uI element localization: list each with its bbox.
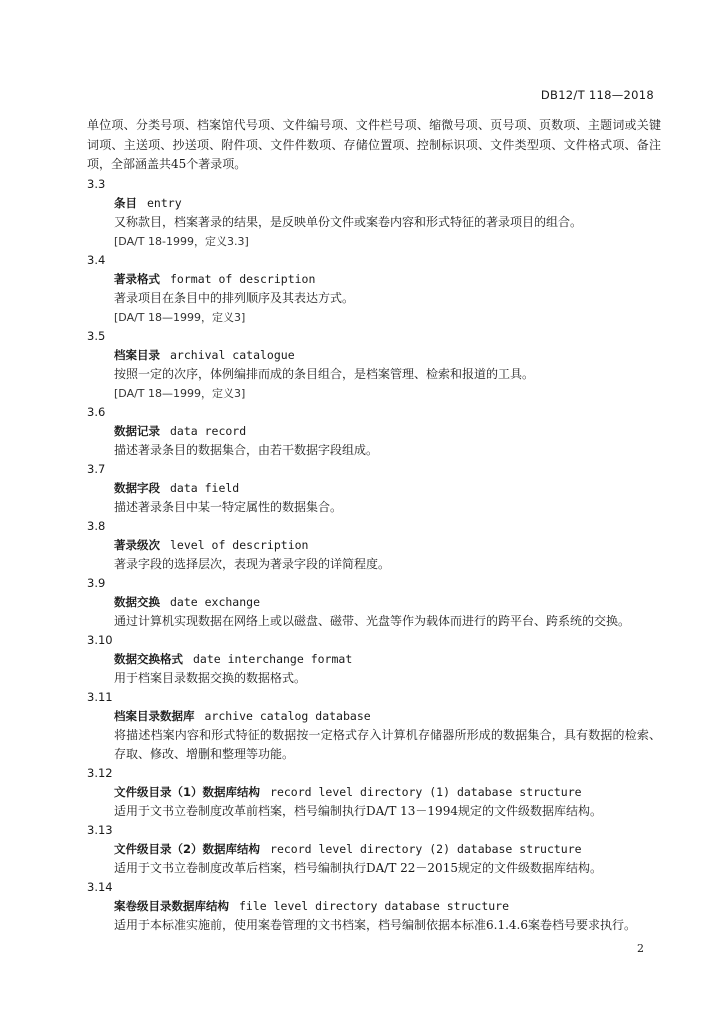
term-chinese: 案卷级目录数据库结构 xyxy=(114,898,229,913)
term-definition: 描述著录条目中某一特定属性的数据集合。 xyxy=(114,499,343,514)
source-reference: [DA/T 18-1999，定义3.3] xyxy=(114,234,249,248)
term-chinese: 数据交换格式 xyxy=(114,651,183,666)
entry-body xyxy=(87,270,661,327)
term-english: date exchange xyxy=(170,594,261,609)
clause-number: 3.9 xyxy=(87,575,106,590)
clause-number: 3.7 xyxy=(87,461,106,476)
term-chinese: 著录格式 xyxy=(114,271,160,286)
body-text xyxy=(87,116,661,935)
clause-number: 3.12 xyxy=(87,765,113,780)
term-chinese: 著录级次 xyxy=(114,537,160,552)
clause-number: 3.13 xyxy=(87,822,113,837)
term-chinese: 档案目录 xyxy=(114,347,160,362)
source-reference: [DA/T 18—1999，定义3] xyxy=(114,386,246,400)
entry-body xyxy=(87,593,661,631)
term-line xyxy=(114,650,661,669)
clause-number: 3.5 xyxy=(87,328,106,343)
term-chinese: 文件级目录（2）数据库结构 xyxy=(114,841,261,856)
term-line xyxy=(114,840,661,859)
entry-body xyxy=(87,194,661,251)
term-line xyxy=(114,479,661,498)
entry-body xyxy=(87,479,661,517)
term-line xyxy=(114,593,661,612)
term-english: format of description xyxy=(170,271,316,286)
term-entry xyxy=(87,327,661,403)
term-entry xyxy=(87,574,661,631)
entry-body xyxy=(87,707,661,764)
entry-body xyxy=(87,783,661,821)
term-line xyxy=(114,897,661,916)
term-english: archive catalog database xyxy=(204,708,371,723)
term-definition: 通过计算机实现数据在网络上或以磁盘、磁带、光盘等作为载体而进行的跨平台、跨系统的交换。 xyxy=(114,613,631,628)
term-entry xyxy=(87,821,661,878)
term-chinese: 文件级目录（1）数据库结构 xyxy=(114,784,261,799)
term-line xyxy=(114,536,661,555)
term-english: record level directory (2) database structure xyxy=(270,841,582,856)
entry-body xyxy=(87,840,661,878)
term-entry xyxy=(87,251,661,327)
term-definition: 著录项目在条目中的排列顺序及其表达方式。 xyxy=(114,290,355,305)
term-entry xyxy=(87,688,661,764)
source-reference: [DA/T 18—1999，定义3] xyxy=(114,310,246,324)
term-entry xyxy=(87,460,661,517)
term-definition: 著录字段的选择层次，表现为著录字段的详简程度。 xyxy=(114,556,391,571)
clause-number: 3.14 xyxy=(87,879,113,894)
term-entry xyxy=(87,631,661,688)
term-entry xyxy=(87,878,661,935)
term-definition: 适用于本标准实施前，使用案卷管理的文书档案，档号编制依据本标准6.1.4.6案卷档号要求执行。 xyxy=(114,917,636,932)
term-definition: 又称款目，档案著录的结果，是反映单份文件或案卷内容和形式特征的著录项目的组合。 xyxy=(114,214,583,229)
standard-code: DB12/T 118—2018 xyxy=(540,88,654,102)
term-definition: 描述著录条目的数据集合，由若干数据字段组成。 xyxy=(114,442,379,457)
term-english: file level directory database structure xyxy=(239,898,510,913)
term-english: date interchange format xyxy=(193,651,353,666)
term-chinese: 数据交换 xyxy=(114,594,160,609)
term-english: data field xyxy=(170,480,240,495)
term-definition: 适用于文书立卷制度改革前档案，档号编制执行DA/T 13－1994规定的文件级数据库结构。 xyxy=(114,803,602,818)
entry-body xyxy=(87,897,661,935)
term-definition: 按照一定的次序，体例编排而成的条目组合，是档案管理、检索和报道的工具。 xyxy=(114,366,535,381)
term-line xyxy=(114,194,661,213)
clause-number: 3.8 xyxy=(87,518,106,533)
page-number: 2 xyxy=(637,942,644,955)
term-chinese: 数据记录 xyxy=(114,423,160,438)
clause-number: 3.6 xyxy=(87,404,106,419)
clause-number: 3.10 xyxy=(87,632,113,647)
clause-number: 3.4 xyxy=(87,252,106,267)
term-definition: 将描述档案内容和形式特征的数据按一定格式存入计算机存储器所形成的数据集合，具有数据的检索、存取、修改、增删和整理等功能。 xyxy=(114,727,661,761)
entry-body xyxy=(87,536,661,574)
term-english: entry xyxy=(147,195,182,210)
term-line xyxy=(114,707,661,726)
term-line xyxy=(114,422,661,441)
term-definition: 用于档案目录数据交换的数据格式。 xyxy=(114,670,307,685)
term-english: data record xyxy=(170,423,247,438)
term-definition: 适用于文书立卷制度改革后档案，档号编制执行DA/T 22－2015规定的文件级数据库结构。 xyxy=(114,860,602,875)
entry-body xyxy=(87,346,661,403)
term-entry xyxy=(87,175,661,251)
term-entries xyxy=(87,175,661,935)
entry-body xyxy=(87,422,661,460)
clause-number: 3.3 xyxy=(87,176,106,191)
term-entry xyxy=(87,764,661,821)
intro-paragraph: 单位项、分类号项、档案馆代号项、文件编号项、文件栏号项、缩微号项、页号项、页数项、主题词或关键词项、主送项、抄送项、附件项、文件件数项、存储位置项、控制标识项、文件类型项、文件格式项、备注项，全部涵盖共45个著录项。 xyxy=(87,118,661,171)
term-chinese: 条目 xyxy=(114,195,137,210)
term-english: archival catalogue xyxy=(170,347,295,362)
term-line xyxy=(114,270,661,289)
term-line xyxy=(114,783,661,802)
clause-number: 3.11 xyxy=(87,689,113,704)
term-english: level of description xyxy=(170,537,309,552)
term-english: record level directory (1) database structure xyxy=(270,784,582,799)
term-line xyxy=(114,346,661,365)
term-entry xyxy=(87,403,661,460)
entry-body xyxy=(87,650,661,688)
term-chinese: 数据字段 xyxy=(114,480,160,495)
term-entry xyxy=(87,517,661,574)
term-chinese: 档案目录数据库 xyxy=(114,708,195,723)
